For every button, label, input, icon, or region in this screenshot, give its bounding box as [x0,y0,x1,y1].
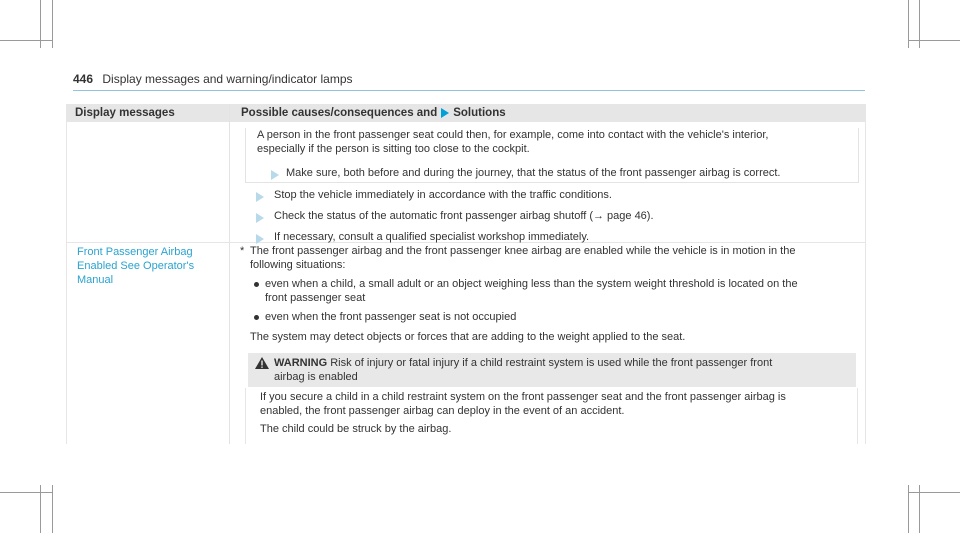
box-text-1: A person in the front passenger seat could then, for example, come into contact with the vehicle's interior, [257,129,769,141]
warning-triangle-icon [255,357,269,369]
crop-mark [908,492,960,493]
header-rule [73,90,865,91]
message-line-3: Manual [77,274,114,286]
display-message [77,245,217,287]
box-step: Make sure, both before and during the journey, that the status of the front passenger airbag is correct. [286,167,781,179]
step-arrow-icon [271,170,279,180]
message-line-1: Front Passenger Airbag [77,246,193,258]
table-border-right [865,122,866,444]
secure-line-1: If you secure a child in a child restraint system on the front passenger seat and the front passenger airbag is [260,391,786,403]
warning-text-1: Risk of injury or fatal injury if a child restraint system is used while the front passenger front [330,357,773,369]
warning-line-1 [274,356,772,370]
bullet-dot [254,315,259,320]
struck-text: The child could be struck by the airbag. [260,423,452,435]
crop-mark [0,492,52,493]
table-header [66,104,866,122]
step-3: If necessary, consult a qualified specialist workshop immediately. [274,231,590,243]
page-header [73,72,353,86]
page-number: 446 [73,72,94,86]
column-divider [229,104,230,444]
bullet-1-line-2: front passenger seat [265,292,366,304]
warning-line-2: airbag is enabled [274,371,358,383]
crop-mark [52,485,53,533]
crop-mark [908,40,960,41]
page-link-arrow[interactable]: → [592,210,604,222]
messages-table [66,104,866,444]
bullet-1-line-1: even when a child, a small adult or an object weighing less than the system weight threshold is located on the [265,278,798,290]
box-text-2: especially if the person is sitting too close to the cockpit. [257,143,530,155]
intro-line-1: The front passenger airbag and the front passenger knee airbag are enabled while the vehicle is in motion in the [250,245,796,257]
detect-text: The system may detect objects or forces that are adding to the weight applied to the seat. [250,331,686,343]
header-causes-label: Possible causes/consequences and [241,107,438,119]
warning-banner [248,353,856,387]
step-1: Stop the vehicle immediately in accordance with the traffic conditions. [274,189,612,201]
secure-line-2: enabled, the front passenger airbag can deploy in the event of an accident. [260,405,625,417]
crop-mark [0,40,52,41]
footnote-star: * [240,245,245,257]
intro-line-2: following situations: [250,259,346,271]
step-arrow-icon [256,234,264,244]
step-2-page[interactable]: page 46). [603,210,654,222]
table-border-left [66,122,67,444]
header-solutions-label: Solutions [453,107,506,119]
bullet-dot [254,282,259,287]
step-2-text: Check the status of the automatic front passenger airbag shutoff ( [274,210,593,222]
warning-label: WARNING [274,357,328,369]
bullet-2: even when the front passenger seat is not occupied [265,311,517,323]
solution-arrow-icon [441,108,449,118]
page-title: Display messages and warning/indicator lamps [102,72,353,86]
step-arrow-icon [256,192,264,202]
crop-mark [52,0,53,48]
step-2 [274,209,654,223]
header-causes [241,107,506,119]
header-display-messages: Display messages [75,107,175,119]
step-arrow-icon [256,213,264,223]
message-line-2: Enabled See Operator's [77,260,195,272]
